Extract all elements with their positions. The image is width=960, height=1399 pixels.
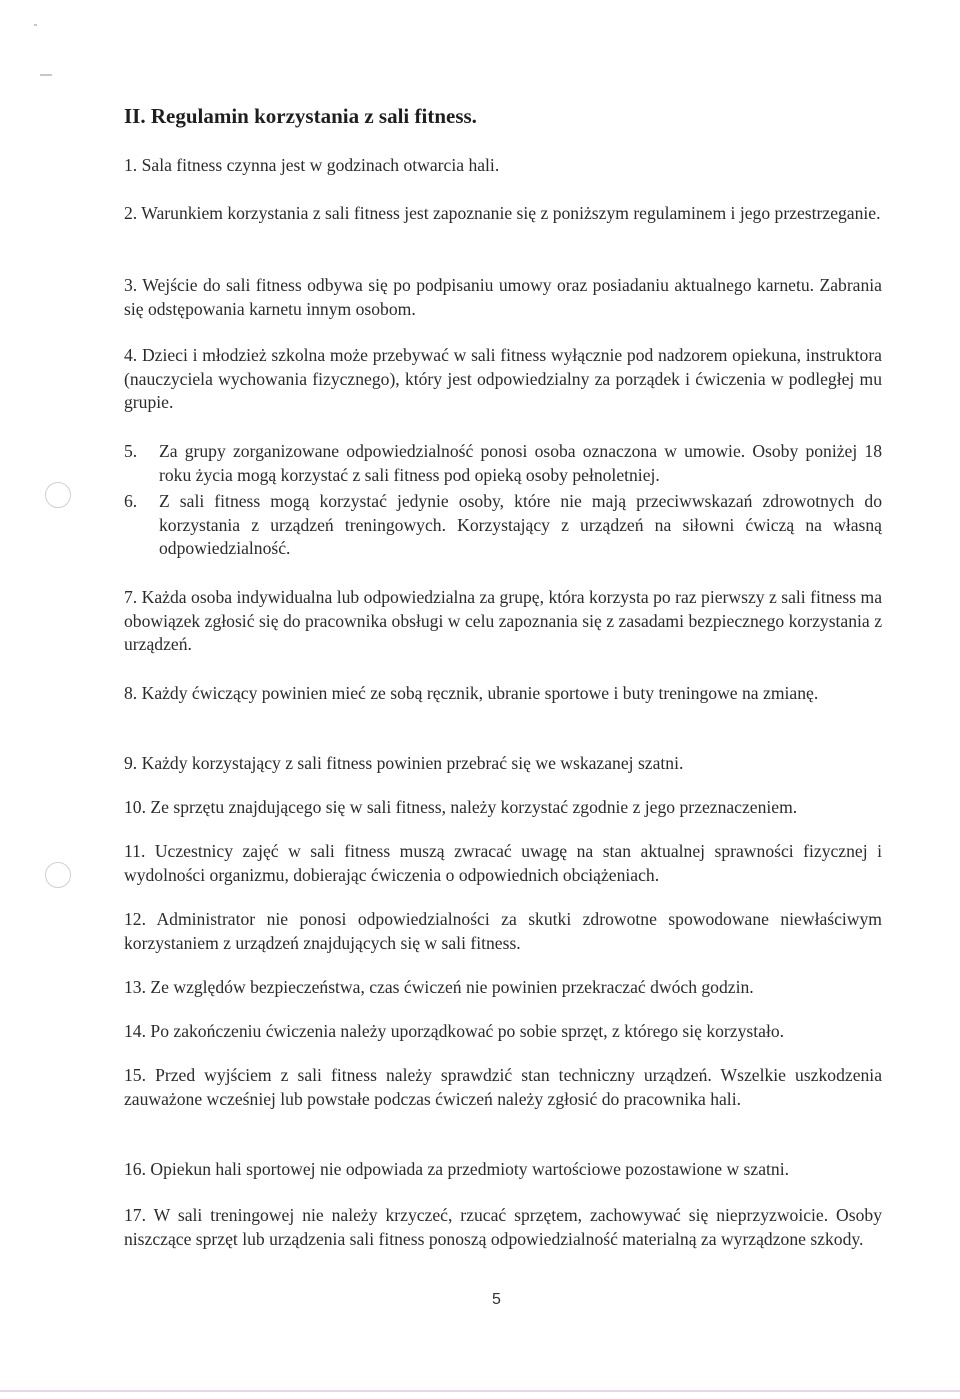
rule-text: Ze sprzętu znajdującego się w sali fitness, należy korzystać zgodnie z jego przeznaczeniem.	[150, 797, 798, 817]
rule-text: Każda osoba indywidualna lub odpowiedzialna za grupę, która korzysta po raz pierwszy z sali fitness ma obowiązek zgłosić się do pracownika obsługi w celu zapoznania się z zasadami bezpiecznego korzystania z urządzeń.	[124, 587, 882, 654]
rule-text: Sala fitness czynna jest w godzinach otwarcia hali.	[141, 155, 500, 175]
rule-item-17	[124, 1204, 882, 1251]
punch-hole-bottom	[45, 862, 71, 888]
rule-number: 4.	[124, 345, 138, 365]
rule-number: 15.	[124, 1065, 146, 1085]
rule-item-6	[124, 490, 882, 561]
rule-number: 3.	[124, 275, 138, 295]
rule-text: Każdy ćwiczący powinien mieć ze sobą ręcznik, ubranie sportowe i buty treningowe na zmianę.	[141, 683, 819, 703]
rule-number: 6.	[124, 491, 138, 511]
punch-hole-top	[45, 482, 71, 508]
rule-item-8	[124, 682, 882, 706]
rule-text: Za grupy zorganizowane odpowiedzialność ponosi osoba oznaczona w umowie. Osoby poniżej 18 roku życia mogą korzystać z sali fitness pod opieką osoby pełnoletniej.	[159, 441, 882, 485]
rule-item-14	[124, 1020, 882, 1044]
rule-number: 17.	[124, 1205, 146, 1225]
scan-edge-line	[0, 1390, 960, 1392]
rule-number: 13.	[124, 977, 146, 997]
rule-number: 9.	[124, 753, 138, 773]
rule-item-9	[124, 752, 882, 776]
rule-item-13	[124, 976, 882, 1000]
rule-item-5	[124, 440, 882, 487]
rule-item-4	[124, 344, 882, 415]
rule-item-12	[124, 908, 882, 955]
rule-text: Uczestnicy zajęć w sali fitness muszą zwracać uwagę na stan aktualnej sprawności fizycznej i wydolności organizmu, dobierając ćwiczenia o odpowiednich obciążeniach.	[124, 841, 882, 885]
rule-item-11	[124, 840, 882, 887]
rule-item-1	[124, 154, 882, 178]
rule-text: Dzieci i młodzież szkolna może przebywać w sali fitness wyłącznie pod nadzorem opiekuna, instruktora (nauczyciela wychowania fizycznego), który jest odpowiedzialny za porządek i ćwiczenia w podległej mu grupie.	[124, 345, 882, 412]
rule-number: 12.	[124, 909, 146, 929]
rule-text: Opiekun hali sportowej nie odpowiada za przedmioty wartościowe pozostawione w szatni.	[150, 1159, 789, 1179]
scan-speck	[40, 74, 52, 76]
rule-text: Administrator nie ponosi odpowiedzialności za skutki zdrowotne spowodowane niewłaściwym korzystaniem z urządzeń znajdujących się w sali fitness.	[124, 909, 882, 953]
rule-item-15	[124, 1064, 882, 1111]
rule-item-2	[124, 202, 882, 226]
rule-text: Każdy korzystający z sali fitness powinien przebrać się we wskazanej szatni.	[141, 753, 684, 773]
rule-text: Warunkiem korzystania z sali fitness jest zapoznanie się z poniższym regulaminem i jego przestrzeganie.	[141, 203, 881, 223]
page-number: 5	[492, 1291, 501, 1308]
rule-text: Z sali fitness mogą korzystać jedynie osoby, które nie mają przeciwwskazań zdrowotnych do korzystania z urządzeń treningowych. Korzystający z urządzeń na siłowni ćwiczą na własną odpowiedzialność.	[159, 491, 882, 558]
rule-item-7	[124, 586, 882, 657]
rule-text: Ze względów bezpieczeństwa, czas ćwiczeń nie powinien przekraczać dwóch godzin.	[150, 977, 754, 997]
rule-number: 10.	[124, 797, 146, 817]
rule-item-10	[124, 796, 882, 820]
rule-text: Przed wyjściem z sali fitness należy sprawdzić stan techniczny urządzeń. Wszelkie uszkodzenia zauważone wcześniej lub powstałe podczas ćwiczeń należy zgłosić do pracownika hali.	[124, 1065, 882, 1109]
rule-number: 1.	[124, 155, 138, 175]
rule-number: 11.	[124, 841, 146, 861]
rule-item-3	[124, 274, 882, 321]
scan-speck	[34, 24, 37, 26]
section-title: II. Regulamin korzystania z sali fitness.	[124, 104, 477, 128]
rule-number: 16.	[124, 1159, 146, 1179]
rule-number: 7.	[124, 587, 138, 607]
rule-number: 8.	[124, 683, 138, 703]
rule-text: W sali treningowej nie należy krzyczeć, rzucać sprzętem, zachowywać się nieprzyzwoicie. Osoby niszczące sprzęt lub urządzenia sali fitness ponoszą odpowiedzialność materialną za wyrządzone szkody.	[124, 1205, 882, 1249]
rule-number: 5.	[124, 441, 138, 461]
rule-text: Po zakończeniu ćwiczenia należy uporządkować po sobie sprzęt, z którego się korzystało.	[150, 1021, 785, 1041]
rule-text: Wejście do sali fitness odbywa się po podpisaniu umowy oraz posiadaniu aktualnego karnetu. Zabrania się odstępowania karnetu innym osobom.	[124, 275, 882, 319]
rule-number: 14.	[124, 1021, 146, 1041]
rule-item-16	[124, 1158, 882, 1182]
rule-number: 2.	[124, 203, 138, 223]
